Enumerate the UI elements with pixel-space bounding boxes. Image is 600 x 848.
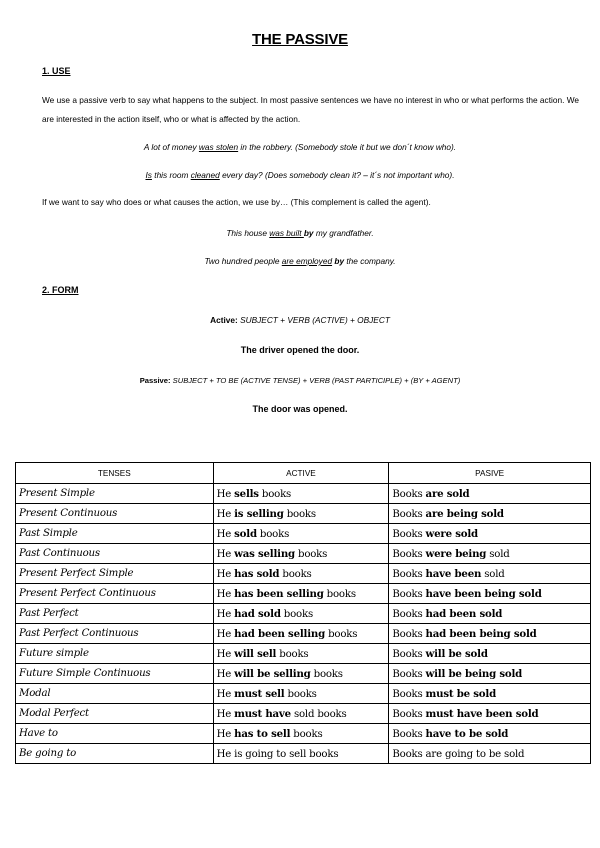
- passive-cell: Books will be being sold: [389, 664, 591, 684]
- passive-example: The door was opened.: [252, 404, 348, 414]
- section-heading-form: 2. FORM: [42, 285, 79, 295]
- passive-cell: Books are going to be sold: [389, 744, 591, 764]
- active-cell: He is going to sell books: [213, 744, 389, 764]
- use-paragraph: We use a passive verb to say what happens to the subject. In most passive sentences we have no interest in who or what performs the action. We are interested in the action itself, who or what is affected by the action.: [42, 95, 579, 124]
- header-active: ACTIVE: [213, 463, 389, 484]
- passive-cell: Books were being sold: [389, 544, 591, 564]
- active-cell: He has sold books: [213, 564, 389, 584]
- active-cell: He has to sell books: [213, 724, 389, 744]
- table-row: [16, 604, 591, 624]
- tense-cell: Future simple: [16, 644, 214, 664]
- passive-cell: Books must be sold: [389, 684, 591, 704]
- table-header-row: [16, 463, 591, 484]
- active-cell: He has been selling books: [213, 584, 389, 604]
- passive-cell: Books were sold: [389, 524, 591, 544]
- active-cell: He had been selling books: [213, 624, 389, 644]
- active-cell: He sold books: [213, 524, 389, 544]
- tense-cell: Past Perfect Continuous: [16, 624, 214, 644]
- active-formula: Active: SUBJECT + VERB (ACTIVE) + OBJECT: [210, 315, 390, 325]
- table-row: [16, 564, 591, 584]
- table-row: [16, 584, 591, 604]
- table-row: [16, 624, 591, 644]
- passive-cell: Books have been being sold: [389, 584, 591, 604]
- tense-cell: Past Perfect: [16, 604, 214, 624]
- table-row: [16, 664, 591, 684]
- active-cell: He is selling books: [213, 504, 389, 524]
- table-row: [16, 704, 591, 724]
- tenses-table: [15, 462, 591, 764]
- tense-cell: Present Continuous: [16, 504, 214, 524]
- table-row: [16, 644, 591, 664]
- active-cell: He must have sold books: [213, 704, 389, 724]
- active-cell: He had sold books: [213, 604, 389, 624]
- tense-cell: Future Simple Continuous: [16, 664, 214, 684]
- passive-formula: Passive: SUBJECT + TO BE (ACTIVE TENSE) + VERB (PAST PARTICIPLE) + (BY + AGENT): [139, 376, 461, 385]
- tense-cell: Modal: [16, 684, 214, 704]
- active-cell: He was selling books: [213, 544, 389, 564]
- example-room-cleaned: Is this room cleaned every day? (Does somebody clean it? – it´s not important who).: [145, 170, 455, 180]
- tense-cell: Present Simple: [16, 484, 214, 504]
- passive-cell: Books must have been sold: [389, 704, 591, 724]
- table-row: [16, 484, 591, 504]
- active-cell: He sells books: [213, 484, 389, 504]
- active-cell: He must sell books: [213, 684, 389, 704]
- active-example: The driver opened the door.: [240, 345, 360, 355]
- tense-cell: Past Continuous: [16, 544, 214, 564]
- table-row: [16, 524, 591, 544]
- header-tenses: TENSES: [16, 463, 214, 484]
- tense-cell: Present Perfect Continuous: [16, 584, 214, 604]
- passive-cell: Books are being sold: [389, 504, 591, 524]
- passive-cell: Books have to be sold: [389, 724, 591, 744]
- table-row: [16, 544, 591, 564]
- section-heading-use: 1. USE: [42, 66, 71, 76]
- tense-cell: Have to: [16, 724, 214, 744]
- table-row: [16, 504, 591, 524]
- example-money-stolen: A lot of money was stolen in the robbery. (Somebody stole it but we don´t know who).: [143, 142, 457, 152]
- header-passive: PASIVE: [389, 463, 591, 484]
- example-house-built: This house was built by my grandfather.: [226, 228, 374, 238]
- passive-cell: Books had been being sold: [389, 624, 591, 644]
- passive-cell: Books will be sold: [389, 644, 591, 664]
- page-title: THE PASSIVE: [252, 31, 348, 48]
- passive-cell: Books have been sold: [389, 564, 591, 584]
- passive-cell: Books had been sold: [389, 604, 591, 624]
- tense-cell: Modal Perfect: [16, 704, 214, 724]
- example-people-employed: Two hundred people are employed by the company.: [204, 256, 396, 266]
- agent-paragraph: If we want to say who does or what causes the action, we use by… (This complement is called the agent).: [42, 197, 431, 207]
- table-row: [16, 724, 591, 744]
- active-cell: He will sell books: [213, 644, 389, 664]
- tense-cell: Present Perfect Simple: [16, 564, 214, 584]
- passive-cell: Books are sold: [389, 484, 591, 504]
- active-cell: He will be selling books: [213, 664, 389, 684]
- tense-cell: Past Simple: [16, 524, 214, 544]
- table-row: [16, 684, 591, 704]
- tense-cell: Be going to: [16, 744, 214, 764]
- table-row: [16, 744, 591, 764]
